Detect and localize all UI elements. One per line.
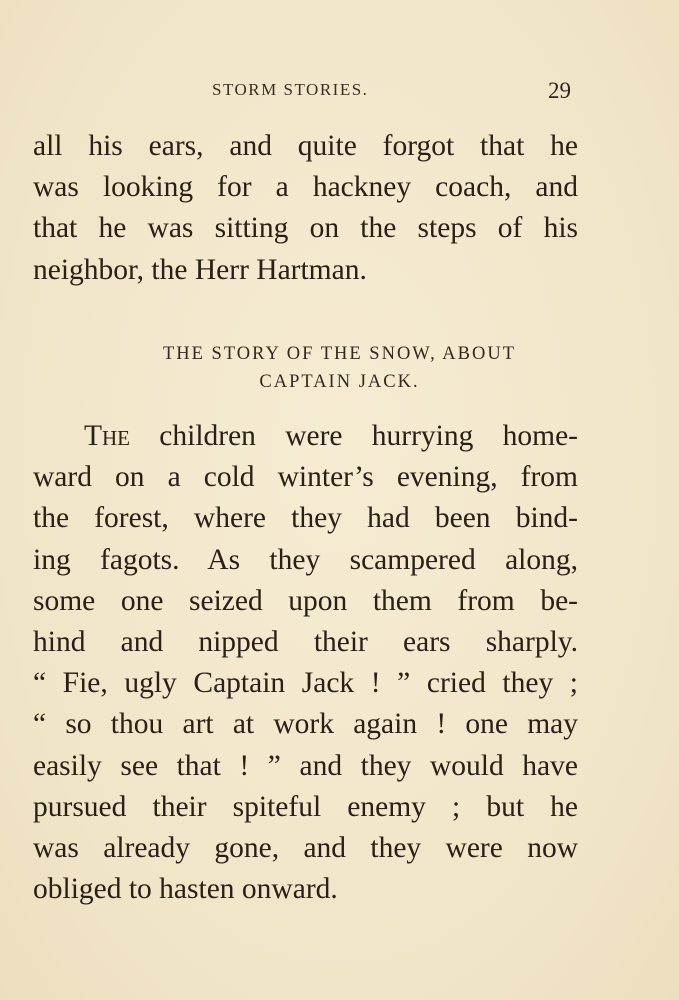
text-line: “ Fie, ugly Captain Jack ! ” cried they ; (33, 667, 578, 700)
text-line: that he was sitting on the steps of his (33, 212, 578, 245)
text-line: easily see that ! ” and they would have (33, 749, 578, 782)
text-line: was already gone, and they were now (33, 831, 578, 864)
story-paragraph (33, 416, 578, 910)
page-number: 29 (548, 78, 571, 103)
text-line: all his ears, and quite forgot that he (33, 130, 578, 162)
section-heading-line: THE STORY OF THE SNOW, ABOUT (162, 344, 517, 364)
section-heading-line: CAPTAIN JACK. (259, 372, 420, 392)
text-line: neighbor, the Herr Hartman. (33, 253, 367, 286)
text-line: ing fagots. As they scampered along, (33, 543, 578, 576)
text-line: was looking for a hackney coach, and (33, 171, 578, 204)
text-line: some one seized upon them from be- (33, 584, 578, 617)
text-line: the forest, where they had been bind- (33, 502, 578, 535)
text-line: “ so thou art at work again ! one may (33, 708, 578, 741)
text-line: hind and nipped their ears sharply. (33, 625, 578, 658)
section-heading (0, 340, 679, 396)
text-line: ward on a cold winter’s evening, from (33, 461, 578, 494)
first-line-text: children were hurrying home- (130, 420, 578, 452)
page-header (0, 76, 679, 106)
drop-word: The (84, 420, 131, 452)
continued-paragraph (33, 126, 578, 291)
text-line: pursued their spiteful enemy ; but he (33, 790, 578, 823)
text-line (33, 416, 578, 457)
running-title: STORM STORIES. (212, 80, 369, 99)
text-line: obliged to hasten onward. (33, 873, 338, 906)
